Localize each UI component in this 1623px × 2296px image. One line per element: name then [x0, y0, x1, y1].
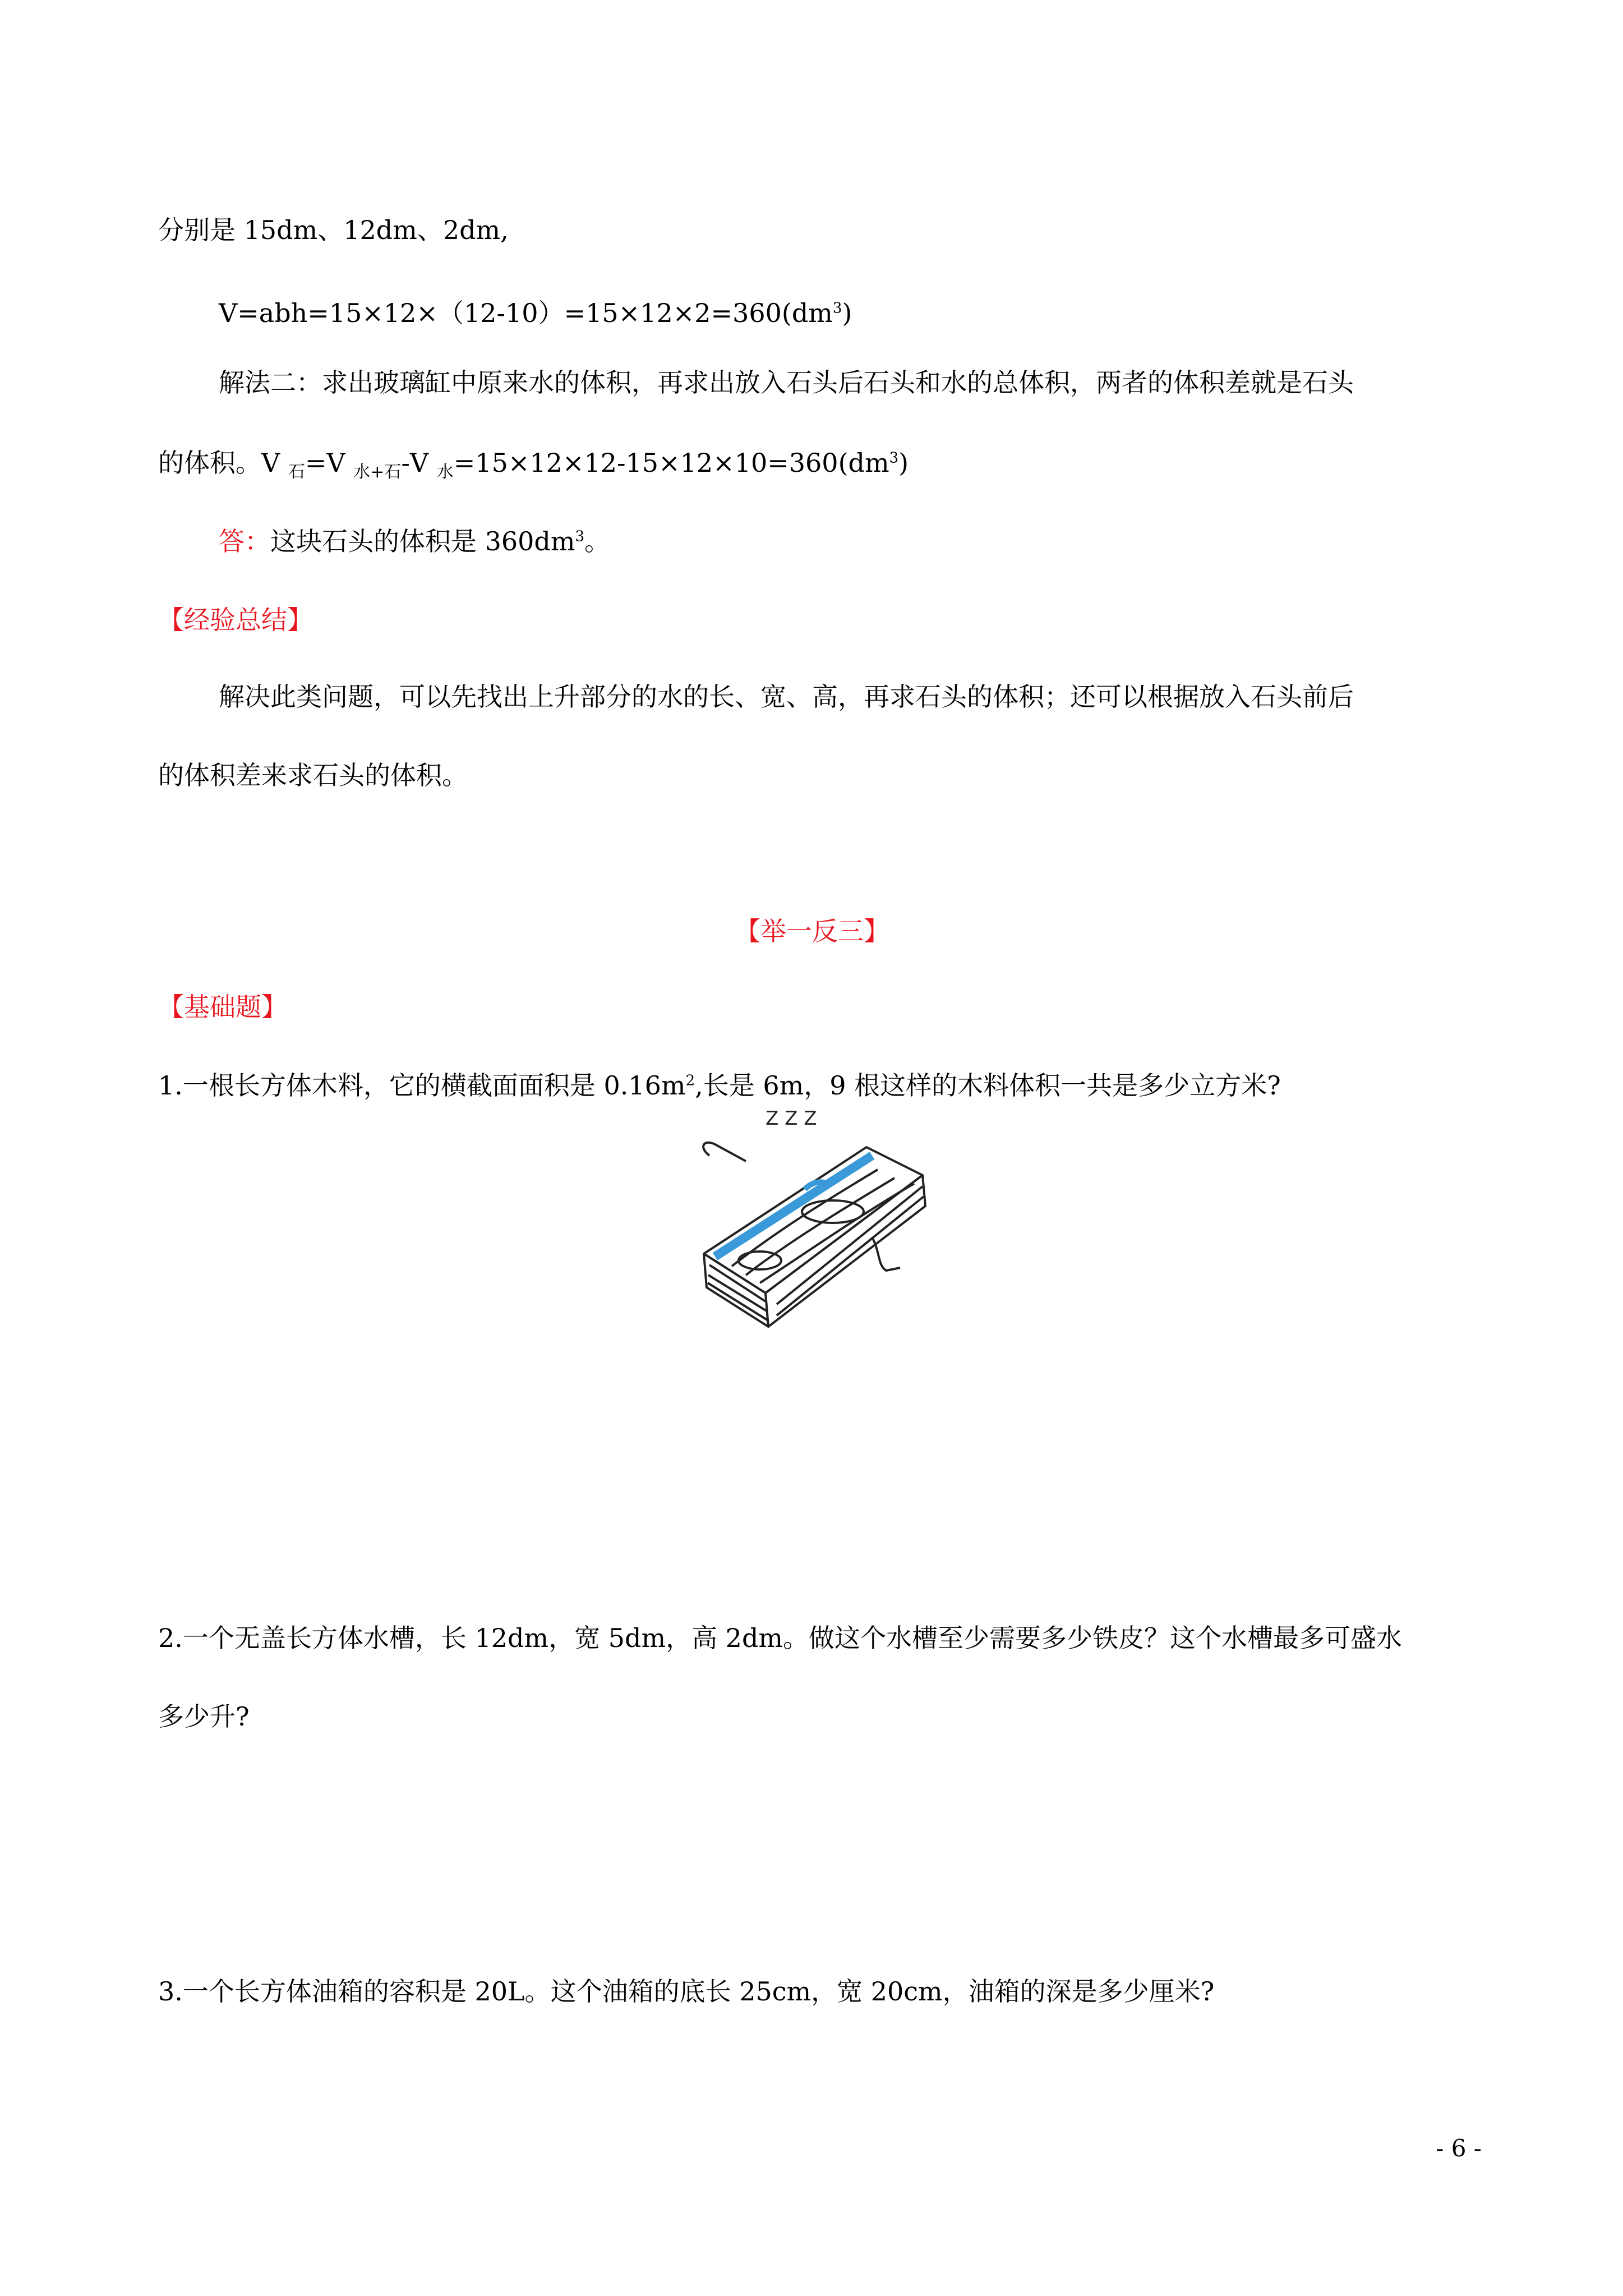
answer-label: 答：: [219, 526, 270, 556]
text-line: 解法二：求出玻璃缸中原来水的体积，再求出放入石头后石头和水的总体积，两者的体积差就是石头: [219, 367, 1354, 398]
page-number: - 6 -: [1436, 2134, 1482, 2162]
formula-line: 的体积。V $_石$=V $_{水+石}$-V $_水=15\times 12\times 12-15\times 12\times 10=360(dm^3)$: [158, 448, 909, 482]
sleeping-wooden-plank-icon: [693, 1085, 951, 1366]
basic-heading: 【基础题】: [158, 992, 287, 1022]
section-heading: 【举一反三】: [735, 916, 889, 946]
formula-line: $V=abh=15\times 12\times(12-10)=15\times 12\times 2=360(dm^3)$: [219, 298, 852, 328]
answer-line: 答：这块石头的体积是 $360dm^3$。: [219, 526, 611, 556]
question-2-line-1: 2.一个无盖长方体水槽，长 12dm，宽 5dm，高 2dm。做这个水槽至少需要多少铁皮？这个水槽最多可盛水: [158, 1623, 1403, 1653]
question-2-line-2: 多少升?: [158, 1701, 250, 1732]
question-1: 1.一根长方体木料，它的横截面面积是 $0.16m^2$,长是 6m，9 根这样的木料体积一共是多少立方米?: [158, 1070, 1281, 1101]
text-line: 分别是 15dm、12dm、2dm,: [158, 215, 509, 245]
text-line: 的体积差来求石头的体积。: [158, 760, 468, 790]
question-3: 3.一个长方体油箱的容积是 20L。这个油箱的底长 25cm，宽 20cm，油箱的深是多少厘米?: [158, 1976, 1215, 2007]
text-line: 解决此类问题，可以先找出上升部分的水的长、宽、高，再求石头的体积；还可以根据放入石头前后: [219, 682, 1354, 712]
zzz-label: Z Z Z: [766, 1107, 817, 1130]
summary-heading: 【经验总结】: [158, 605, 313, 635]
